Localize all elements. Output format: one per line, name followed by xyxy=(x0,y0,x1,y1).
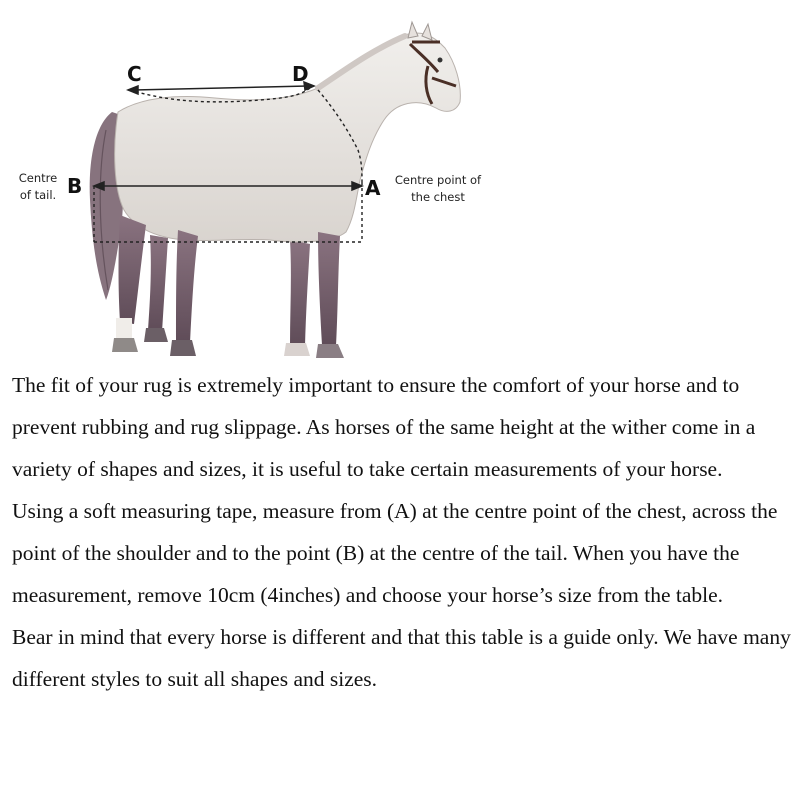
tail-note xyxy=(12,170,64,204)
chest-note-line2: the chest xyxy=(411,190,465,204)
measurement-instructions xyxy=(12,364,792,700)
paragraph-fit: The fit of your rug is extremely important to ensure the comfort of your horse and to prevent rubbing and rug slippage. As horses of the same height at the wither come in a variety of shapes and sizes, it is useful to take certain measurements of your horse. xyxy=(12,373,756,481)
label-b: B xyxy=(67,174,83,198)
paragraph-method: Using a soft measuring tape, measure from (A) at the centre point of the chest, across the point of the shoulder and to the point (B) at the centre of the tail. When you have the measurement, remove 10cm (4inches) and choose your horse’s size from the table. xyxy=(12,499,778,607)
label-c: C xyxy=(127,62,142,86)
paragraph-guide: Bear in mind that every horse is different and that this table is a guide only. We have many different styles to suit all shapes and sizes. xyxy=(12,625,791,691)
tail-note-line1: Centre xyxy=(18,171,58,185)
horse-measurement-diagram xyxy=(0,0,800,362)
tail-note-line2: of tail. xyxy=(19,188,57,202)
label-d: D xyxy=(292,62,309,86)
chest-note-line1: Centre point of xyxy=(394,173,482,187)
chest-note xyxy=(388,172,488,206)
label-a: A xyxy=(365,176,381,200)
